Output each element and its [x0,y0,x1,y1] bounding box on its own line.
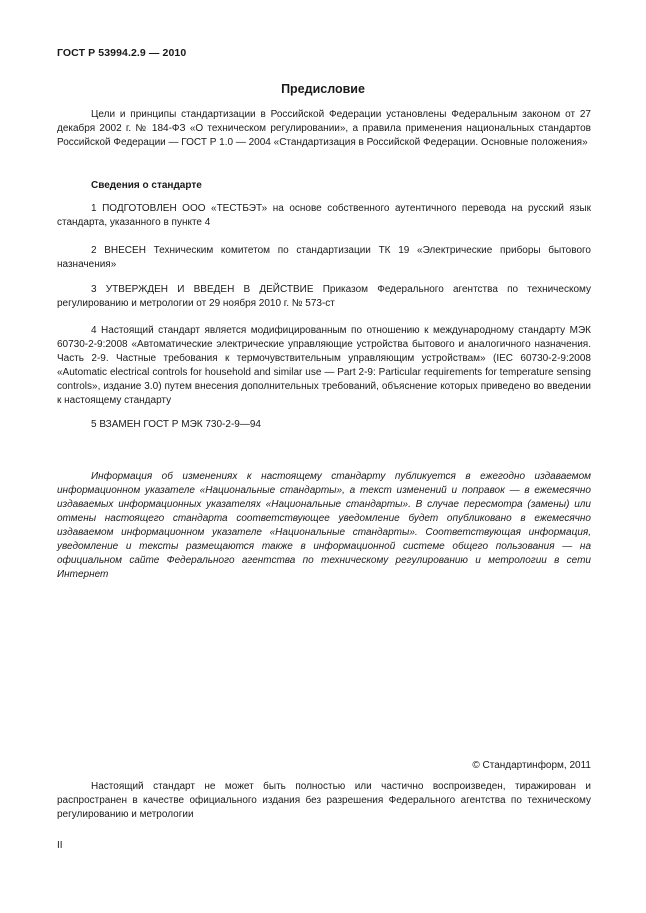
section-subheading: Сведения о стандарте [91,180,202,191]
item-2-paragraph: 2 ВНЕСЕН Техническим комитетом по стандартизации ТК 19 «Электрические приборы бытового назначения» [57,245,591,270]
standard-code-header: ГОСТ Р 53994.2.9 — 2010 [57,47,187,59]
intro-paragraph: Цели и принципы стандартизации в Российской Федерации установлены Федеральным законом от 27 декабря 2002 г. № 184-ФЗ «О техническом регулировании», а правила применения национальных стандартов Российской Федерации — ГОСТ Р 1.0 — 2004 «Стандартизация в Российской Федерации. Основные положения» [57,109,591,148]
page-title: Предисловие [281,82,365,96]
page-number: II [57,840,63,851]
item-3-paragraph: 3 УТВЕРЖДЕН И ВВЕДЕН В ДЕЙСТВИЕ Приказом Федерального агентства по техническому регулированию и метрологии от 29 ноября 2010 г. № 573-ст [57,284,591,309]
item-5-paragraph: 5 ВЗАМЕН ГОСТ Р МЭК 730-2-9—94 [91,419,261,430]
reproduction-notice: Настоящий стандарт не может быть полностью или частично воспроизведен, тиражирован и распространен в качестве официального издания без разрешения Федерального агентства по техническому регулированию и метрологии [57,781,591,820]
copyright-line: © Стандартинформ, 2011 [472,760,591,771]
item-4-paragraph: 4 Настоящий стандарт является модифицированным по отношению к международному стандарту МЭК 60730-2-9:2008 «Автоматические электрические управляющие устройства бытового и аналогичного назначения. Часть 2-9. Частные требования к термочувствительным управляющим устройствам» (IEC 60730-2-9:2008 «Automatic electrical controls for household and similar use — Part 2-9: Particular requirements for temperature sensing controls», издание 3.0) путем внесения дополнительных требований, объяснение которых приведено во введении к настоящему стандарту [57,325,591,406]
notice-paragraph: Информация об изменениях к настоящему стандарту публикуется в ежегодно издаваемом информационном указателе «Национальные стандарты», а текст изменений и поправок — в ежемесячно издаваемых информационных указателях «Национальные стандарты». В случае пересмотра (замены) или отмены настоящего стандарта соответствующее уведомление будет опубликовано в ежемесячно издаваемом информационном указателе «Национальные стандарты». Соответствующая информация, уведомление и тексты размещаются также в информационной системе общего пользования — на официальном сайте Федерального агентства по техническому регулированию и метрологии в сети Интернет [57,471,591,580]
item-1-paragraph: 1 ПОДГОТОВЛЕН ООО «ТЕСТБЭТ» на основе собственного аутентичного перевода на русский язык стандарта, указанного в пункте 4 [57,203,591,228]
